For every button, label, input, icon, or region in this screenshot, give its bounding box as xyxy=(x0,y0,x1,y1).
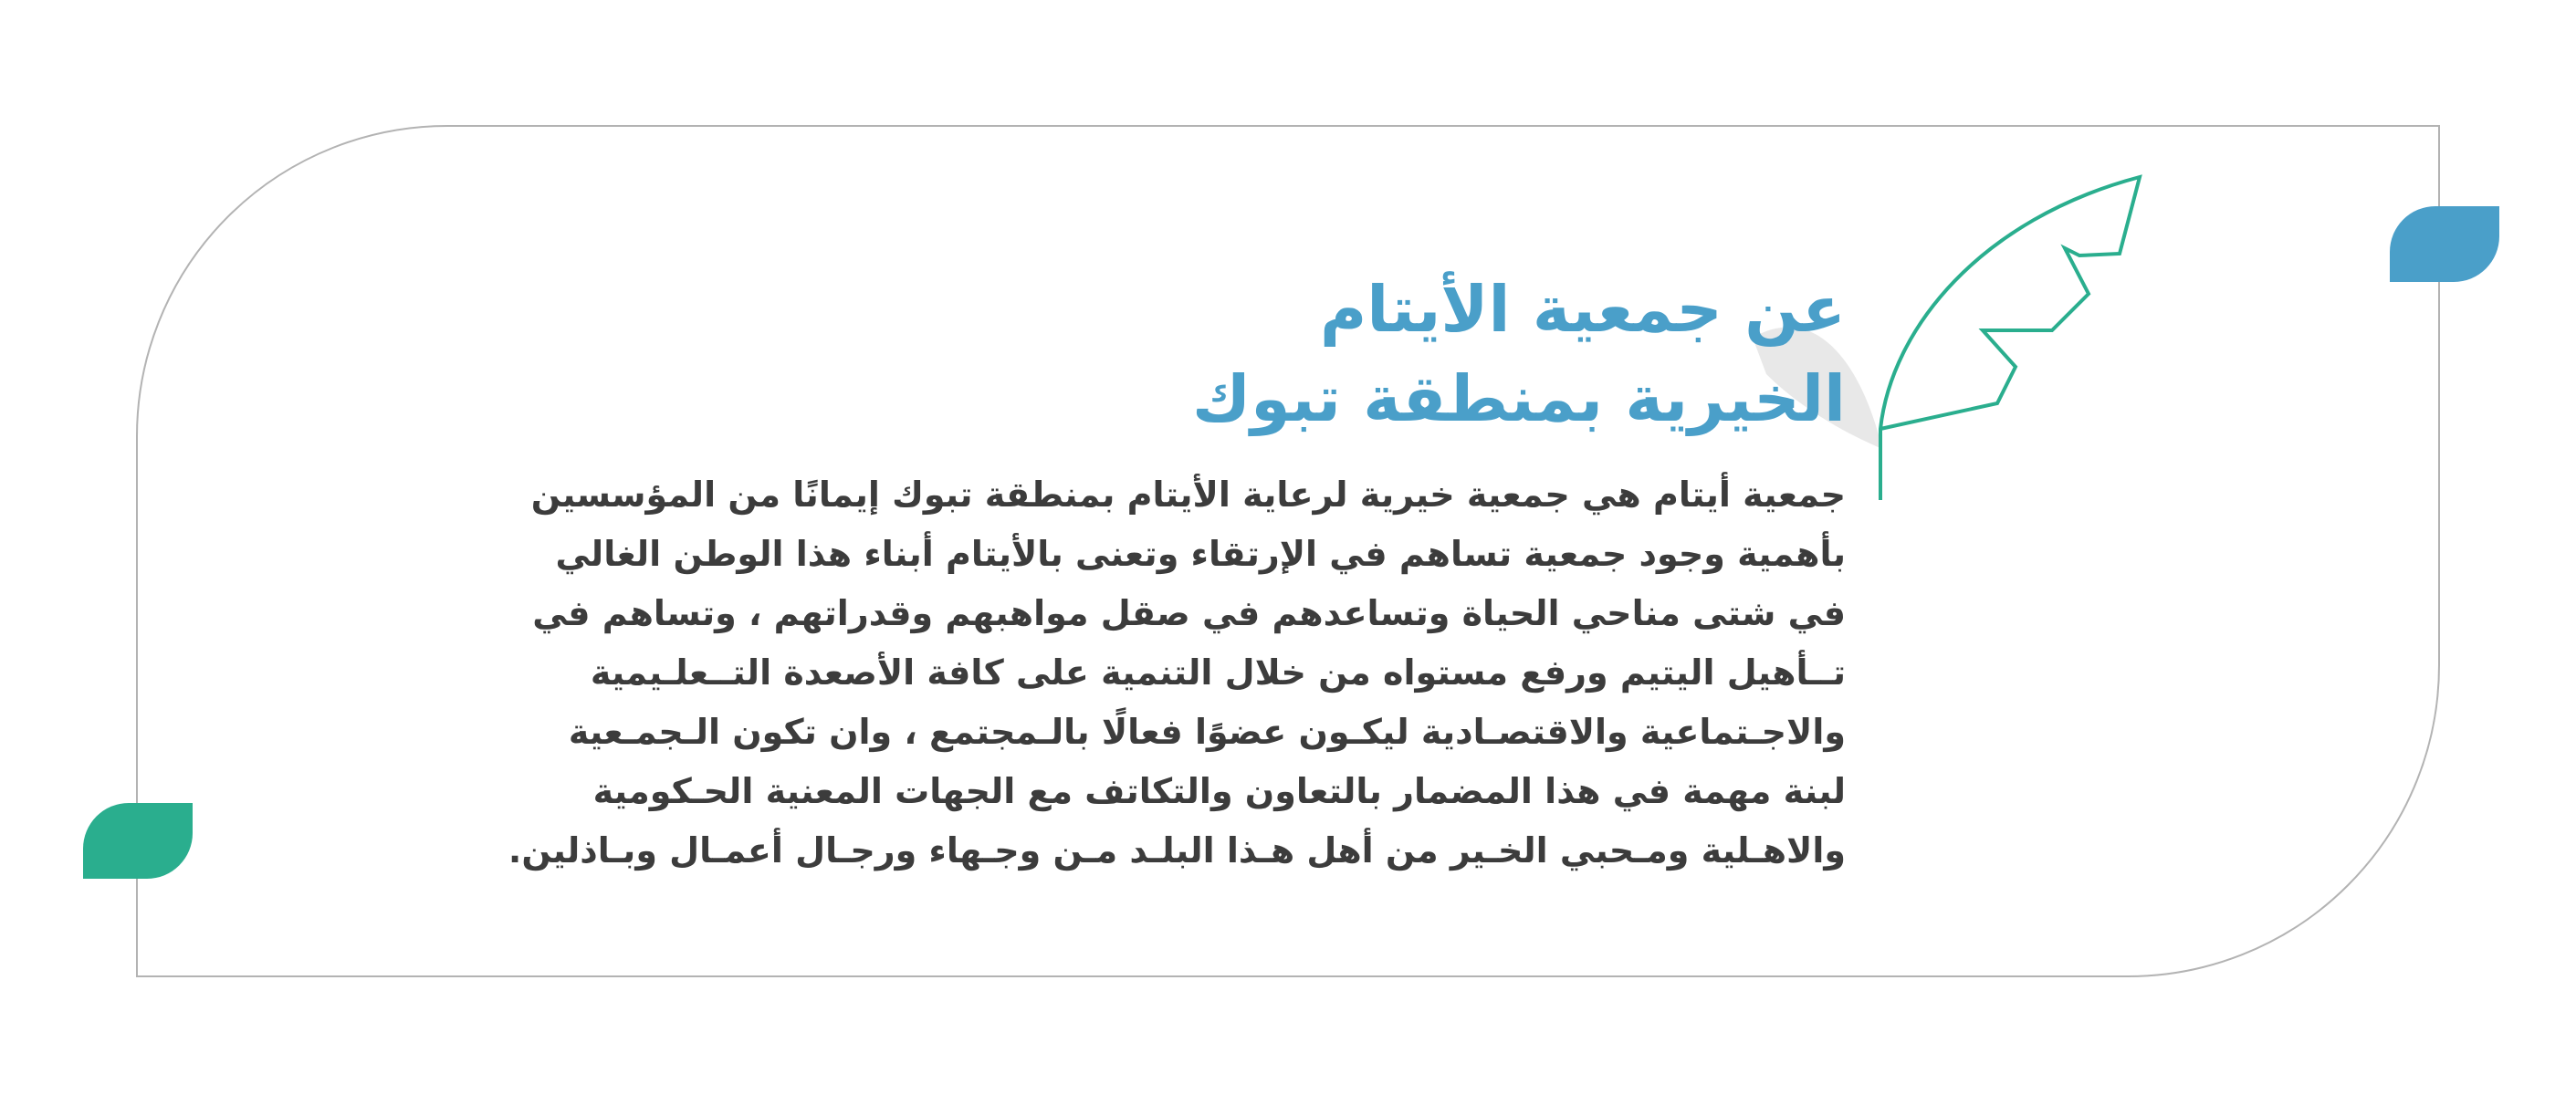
leaf-outline-icon xyxy=(1880,177,2140,500)
paragraph-line: بأهمية وجود جمعية تساهم في الإرتقاء وتعنى بالأيتام أبناء هذا الوطن الغالي xyxy=(555,534,1846,574)
paragraph-line: والاجـتماعية والاقتصـادية ليكـون عضوًا فعالًا بالـمجتمع ، وان تكون الـجمـعية xyxy=(568,712,1846,752)
title-line-1: عن جمعية الأيتام xyxy=(1319,272,1846,347)
page-title xyxy=(1192,265,1846,443)
blue-leaf-icon xyxy=(2390,206,2499,282)
green-leaf-icon xyxy=(83,803,193,879)
paragraph-line: لبنة مهمة في هذا المضمار بالتعاون والتكاتف مع الجهات المعنية الحـكومية xyxy=(592,771,1846,811)
paragraph-line: جمعية أيتام هي جمعية خيرية لرعاية الأيتام بمنطقة تبوك إيمانًا من المؤسسين xyxy=(530,474,1846,515)
about-paragraph xyxy=(508,465,1846,881)
paragraph-line: تــأهيل اليتيم ورفع مستواه من خلال التنمية على كافة الأصعدة التــعلـيمية xyxy=(590,652,1846,693)
paragraph-line: في شتى مناحي الحياة وتساعدهم في صقل مواهبهم وقدراتهم ، وتساهم في xyxy=(532,593,1846,633)
title-line-2: الخيرية بمنطقة تبوك xyxy=(1191,361,1846,436)
paragraph-line: والاهـلية ومـحبي الخـير من أهل هـذا البلـد مـن وجـهاء ورجـال أعمـال وبـاذلين. xyxy=(508,830,1846,871)
